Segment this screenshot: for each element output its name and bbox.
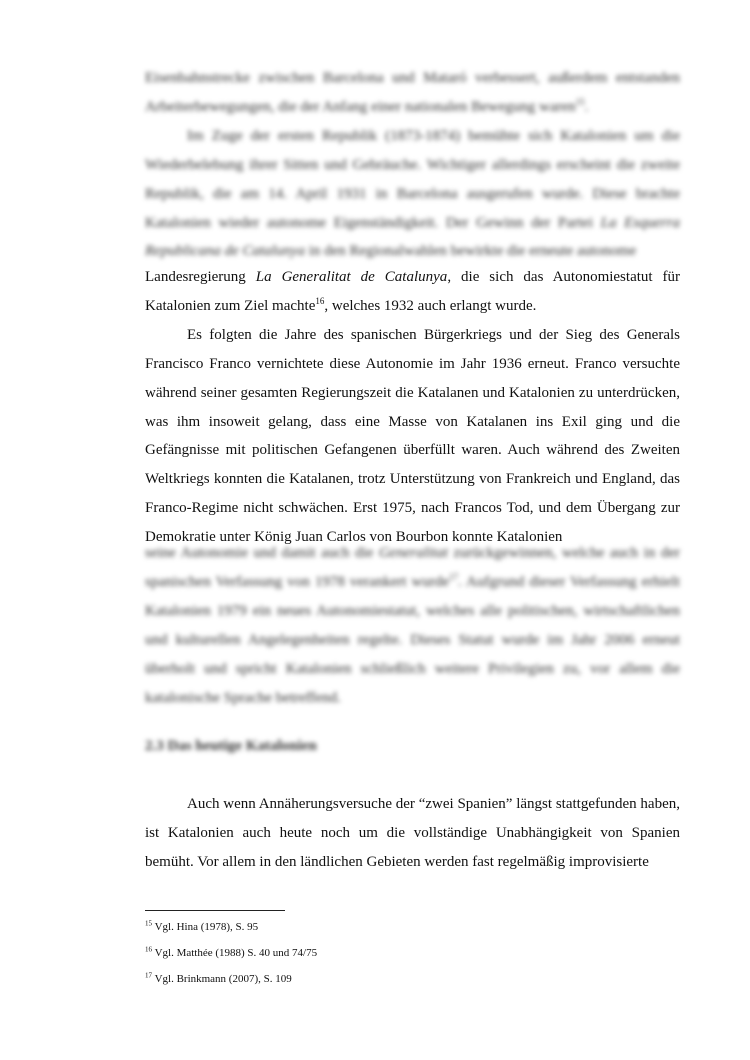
- footnote-text: Vgl. Matthée (1988) S. 40 und 74/75: [154, 947, 318, 959]
- text-line: Eisenbahnstrecke zwischen Barcelona und Mataró verbessert, außerdem entstanden: [145, 70, 680, 86]
- footnote-ref: 17: [449, 571, 459, 582]
- text-line: Wiederbelebung ihrer Sitten und Gebräuche. Wichtiger allerdings erscheint die zweite: [145, 156, 680, 173]
- text-line: Katalonien wieder autonome Eigenständigkeit. Der Gewinn der Partei: [145, 214, 594, 231]
- footnote: [145, 940, 680, 966]
- footnote: [145, 914, 680, 940]
- section-heading-block: [145, 738, 680, 755]
- footnote-text: Vgl. Brinkmann (2007), S. 109: [154, 973, 292, 985]
- text-line: Im Zuge der ersten Republik (1873-1874) bemühte sich Katalonien um die: [187, 127, 680, 144]
- text-line: Republik, die am 14. April 1931 in Barcelona ausgerufen wurde. Diese brachte: [145, 185, 680, 202]
- italic-text: La Esquerra: [600, 214, 680, 231]
- text-span: . Aufgrund dieser Verfassung erhielt Katalonien 1979 ein neues Autonomiestatut, welches alle politischen, wirtschaftlichen und kulturellen Angelegenheiten regelte. Dieses Statut wurde im Jahr 2006 erneut überholt und spricht Katalonien schließlich weitere Privilegien zu, vor allem die katalonische Sprache betreffend.: [145, 573, 680, 706]
- text-span: zurückgewinnen, welche auch in der spanischen Verfassung von 1978 verankert wurde: [145, 545, 681, 590]
- paragraph-2-blurred: [145, 122, 680, 267]
- paragraph-1: Eisenbahnstrecke zwischen Barcelona und Mataró verbessert, außerdem entstanden Arbeiterbewegungen, die der Anfang einer nationalen Bewegung waren$^{15}$.: [145, 70, 680, 115]
- paragraph-2-visible: [145, 263, 680, 321]
- footnote-number: 15: [145, 919, 152, 928]
- text-line: Arbeiterbewegungen, die der Anfang einer nationalen Bewegung waren: [145, 98, 576, 115]
- paragraph-4: Auch wenn Annäherungsversuche der “zwei Spanien” längst stattgefunden haben, ist Katalonien auch heute noch um die vollständige Unabhängigkeit von Spanien bemüht. Vor allem in den ländlichen Gebieten werden fast regelmäßig improvisierte: [145, 796, 680, 870]
- visible-bottom-block: [145, 790, 680, 877]
- footnote-number: 16: [145, 945, 152, 954]
- paragraph-3: Es folgten die Jahre des spanischen Bürgerkriegs und der Sieg des Generals Francisco Franco vernichtete diese Autonomie im Jahr 1936 erneut. Franco versuchte während seiner gesamten Regierungszeit die Katalanen und Katalonien zu unterdrücken, was ihm insoweit gelang, dass eine Masse von Katalanen ins Exil ging und die Gefängnisse mit politischen Gefangenen überfüllt waren. Auch während des Zweiten Weltkriegs konnten die Katalanen, trotz Unterstützung von Frankreich und England, das Franco-Regime nicht schwächen. Erst 1975, nach Francos Tod, und dem Übergang zur Demokratie unter König Juan Carlos von Bourbon konnte Katalonien: [145, 326, 680, 546]
- italic-text: Generalitat: [378, 545, 448, 561]
- text-line: in den Regionalwahlen bewirkte die erneute autonome: [308, 243, 637, 260]
- footnote-text: Vgl. Hina (1978), S. 95: [154, 921, 259, 933]
- footnote-ref: 15: [575, 96, 585, 107]
- blurred-middle-text: [145, 539, 680, 712]
- text-span: Landesregierung: [145, 269, 246, 285]
- blurred-top-text: [145, 64, 680, 266]
- italic-text: Republicana de Catalunya: [145, 243, 305, 260]
- italic-text: La Generalitat de Catalunya: [255, 269, 448, 285]
- text-span: , welches 1932 auch erlangt wurde.: [324, 297, 537, 314]
- footnote-ref: 16: [315, 295, 325, 306]
- footnote-divider: [145, 910, 285, 911]
- text-span: , die sich das Autonomiestatut für Katalonien zum Ziel machte: [145, 269, 681, 314]
- section-heading: 2.3 Das heutige Katalonien: [145, 738, 317, 754]
- footnotes: [145, 914, 680, 992]
- text-span: seine Autonomie und damit auch die: [145, 545, 374, 561]
- footnote: [145, 966, 680, 992]
- paragraph-3-continued: [145, 539, 680, 712]
- visible-text-block: [145, 263, 680, 552]
- footnote-number: 17: [145, 971, 152, 980]
